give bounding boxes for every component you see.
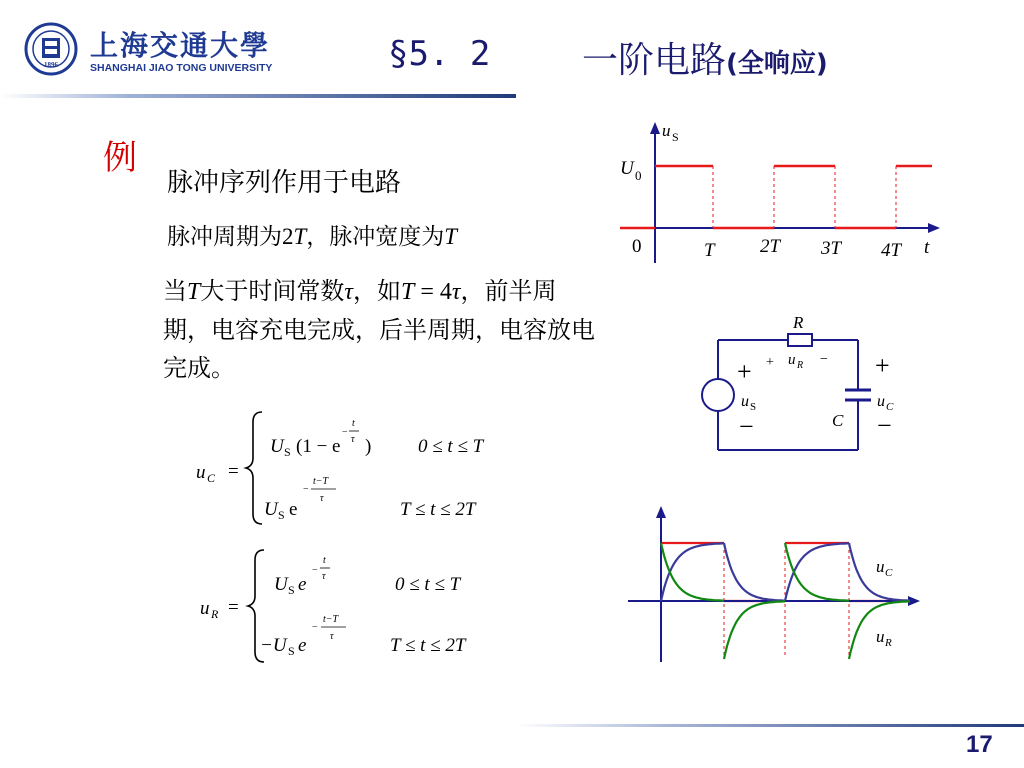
ur-row1-b: S — [288, 583, 295, 597]
source-plus: + — [737, 357, 752, 386]
ur-row1-cond: 0 ≤ t ≤ T — [395, 574, 461, 595]
ur-row2-a: −U — [260, 635, 287, 656]
uc-row2-b: S — [278, 508, 285, 522]
ur-sub: R — [797, 360, 804, 371]
pulse-level-label: U — [620, 158, 634, 179]
para-d: τ — [344, 279, 353, 305]
para-h: τ — [451, 279, 461, 305]
para-f: T — [400, 279, 415, 305]
line2-part-b: 2 — [282, 224, 294, 249]
ur-row1-exp-den: τ — [322, 571, 326, 582]
para-rest: 前半周期，电容充电完成，后半周期，电容放电完成。 — [163, 277, 595, 382]
uc-row1-exp-num: t — [352, 418, 355, 429]
ur-eq: = — [228, 597, 239, 618]
uc-row1-exp-den: τ — [351, 434, 355, 445]
resistor-label: R — [793, 313, 804, 332]
uc-lhs: u — [196, 462, 206, 483]
ur-row2-exp-num: t−T — [323, 614, 339, 625]
uc-sub: C — [886, 401, 894, 413]
capacitor-label: C — [832, 411, 844, 430]
para-b: T — [187, 279, 201, 305]
uc-row2-a: U — [264, 499, 278, 520]
slide-title-text: 一阶电路 — [582, 40, 727, 81]
pulse-tick-T: T — [704, 240, 715, 261]
example-paragraph — [163, 272, 603, 387]
line2-part-d: ，脉冲宽度为 — [306, 224, 445, 250]
ur-row2-exp-sign: − — [312, 622, 318, 633]
ur-row2-b: S — [288, 644, 295, 658]
uc-row1-a: U — [270, 436, 284, 457]
uc-row1-d: ) — [365, 436, 372, 457]
ur-positive-curve — [661, 543, 849, 601]
pulse-ylabel-sub: S — [672, 130, 679, 144]
pulse-y-arrow — [650, 122, 660, 134]
university-seal-icon — [24, 22, 78, 76]
university-logo — [24, 22, 274, 82]
uc-eq: = — [228, 461, 239, 482]
header-divider — [0, 94, 516, 98]
voltage-source-icon — [702, 379, 734, 411]
pulse-tick-3T: 3T — [821, 238, 842, 259]
uc-lhs-sub: C — [207, 471, 216, 485]
pulse-origin: 0 — [632, 236, 642, 257]
uc-brace — [246, 412, 262, 524]
uc-row2-exp-sign: − — [303, 484, 309, 495]
ur-row1-exp-num: t — [323, 555, 326, 566]
source-minus: − — [739, 412, 754, 441]
seal-year: 1896 — [44, 61, 58, 69]
ur-row1-a: U — [274, 574, 288, 595]
ur-row1-exp-sign: − — [312, 565, 318, 576]
ur-label: u — [788, 352, 796, 368]
pulse-tick-4T: 4T — [881, 240, 902, 261]
line2-part-c: T — [293, 224, 307, 249]
ur-lhs: u — [200, 598, 210, 619]
line2-part-e: T — [444, 224, 458, 249]
resistor — [788, 334, 812, 346]
uc-minus: − — [877, 411, 892, 440]
ur-lhs-sub: R — [211, 607, 219, 621]
pulse-xlabel: t — [924, 237, 930, 258]
logo-chinese-name: 上海交通大學 — [90, 29, 271, 62]
wave-ur-sub: R — [885, 637, 892, 649]
para-c: 大于时间常数 — [200, 277, 345, 305]
wave-uc-sub: C — [885, 567, 893, 579]
footer-divider — [516, 724, 1024, 727]
para-g: = 4 — [414, 279, 452, 305]
uc-row1-b: S — [284, 445, 291, 459]
wave-ur-label: u — [876, 627, 885, 646]
example-line-2 — [167, 218, 457, 251]
section-number: §5. 2 — [388, 34, 491, 74]
pulse-train-graph — [600, 118, 950, 268]
uc-label: u — [877, 393, 885, 410]
source-sub: S — [750, 401, 757, 413]
ur-plus: + — [766, 355, 774, 370]
wave-y-arrow — [656, 506, 666, 518]
equation-ur — [190, 546, 530, 668]
ur-row2-cond: T ≤ t ≤ 2T — [390, 635, 466, 656]
uc-row2-cond: T ≤ t ≤ 2T — [400, 499, 476, 520]
ur-row2-exp-den: τ — [330, 631, 334, 642]
uc-row2-exp-num: t−T — [313, 476, 329, 487]
para-i: ， — [460, 277, 485, 305]
example-label: 例 — [103, 138, 137, 178]
line2-part-a: 脉冲周期为 — [167, 224, 282, 250]
response-waveform-graph — [620, 500, 940, 670]
pulse-edges — [713, 166, 896, 228]
uc-row1-exp-sign: − — [342, 427, 348, 438]
ur-row1-c: e — [298, 574, 307, 595]
equation-uc — [190, 408, 530, 530]
rc-circuit-diagram — [690, 308, 920, 458]
wave-uc-label: u — [876, 557, 885, 576]
uc-row2-exp-den: τ — [320, 493, 324, 504]
para-a: 当 — [163, 277, 187, 305]
source-label: u — [741, 393, 749, 410]
ur-minus: − — [820, 352, 828, 367]
slide-title — [582, 32, 828, 83]
logo-english-name: SHANGHAI JIAO TONG UNIVERSITY — [90, 62, 273, 74]
ur-row2-c: e — [298, 635, 307, 656]
slide-title-paren: (全响应) — [726, 49, 828, 79]
pulse-level-sub: 0 — [635, 168, 642, 183]
pulse-ylabel: u — [662, 121, 671, 140]
uc-row1-cond: 0 ≤ t ≤ T — [418, 436, 484, 457]
page-number: 17 — [966, 731, 993, 758]
uc-plus: + — [875, 351, 890, 380]
uc-row1-c: (1 − e — [296, 436, 341, 457]
example-line-1: 脉冲序列作用于电路 — [167, 168, 402, 198]
uc-row2-c: e — [289, 499, 298, 520]
pulse-waveform — [620, 166, 932, 228]
pulse-tick-2T: 2T — [760, 236, 781, 257]
para-e: ，如 — [352, 277, 401, 305]
pulse-x-arrow — [928, 223, 940, 233]
